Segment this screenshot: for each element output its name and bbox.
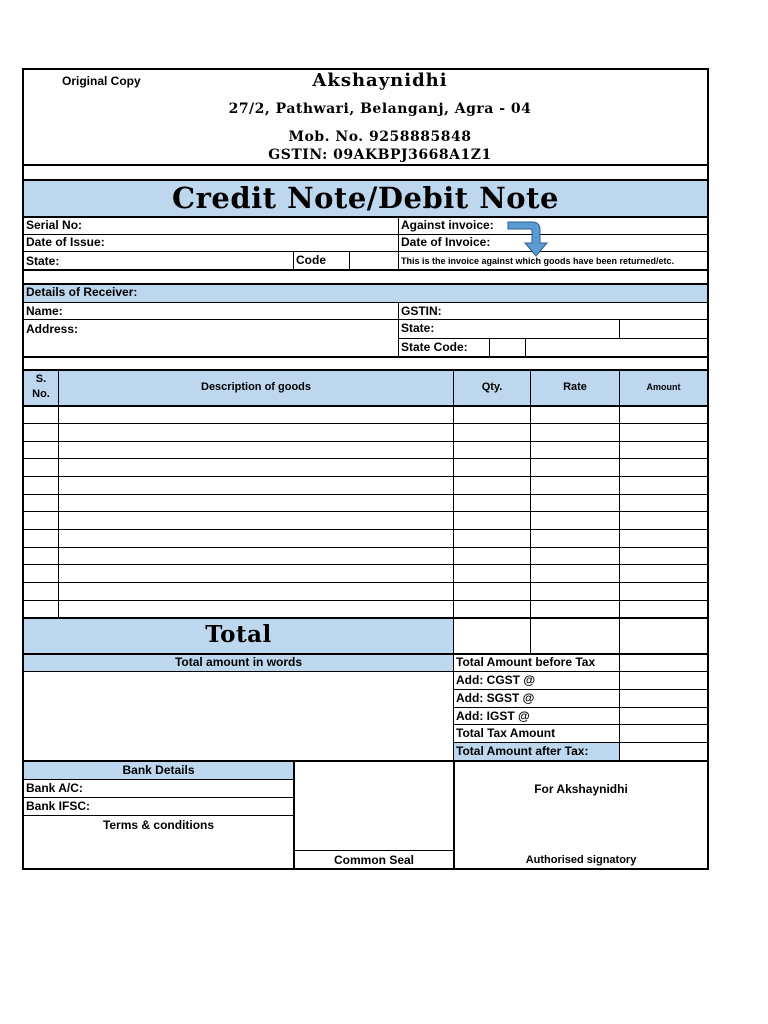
receiver-address-label: Address: — [26, 322, 79, 336]
bank-account-label: Bank A/C: — [26, 781, 83, 795]
amount-in-words-label: Total amount in words — [174, 655, 303, 669]
receiver-name-label: Name: — [26, 304, 63, 318]
sgst-label: Add: SGST @ — [456, 691, 535, 705]
divider — [24, 441, 707, 442]
after-tax-label: Total Amount after Tax: — [456, 744, 589, 758]
divider — [24, 269, 707, 271]
tax-amount-label: Total Tax Amount — [456, 726, 556, 740]
divider — [24, 423, 707, 424]
company-name: Akshaynidhi — [312, 70, 448, 91]
column-header-rate: Rate — [563, 381, 587, 393]
column-header-amount: Amount — [646, 382, 681, 392]
state-label: State: — [26, 254, 60, 268]
divider — [294, 850, 454, 851]
company-gstin: GSTIN: 09AKBPJ3668A1Z1 — [268, 147, 492, 163]
divider — [24, 164, 707, 166]
divider — [24, 779, 294, 780]
for-company-label: For Akshaynidhi — [534, 782, 628, 796]
terms-conditions-label: Terms & conditions — [102, 818, 215, 832]
divider — [24, 815, 294, 816]
divider — [24, 582, 707, 583]
date-of-issue-label: Date of Issue: — [26, 235, 105, 249]
common-seal-label: Common Seal — [333, 853, 414, 867]
divider — [24, 547, 707, 548]
divider — [24, 760, 707, 762]
column-header-description: Description of goods — [201, 381, 311, 393]
divider — [24, 251, 707, 252]
before-tax-label: Total Amount before Tax — [456, 655, 596, 669]
divider — [453, 707, 707, 708]
divider — [489, 338, 490, 357]
bank-ifsc-label: Bank IFSC: — [26, 799, 91, 813]
divider — [24, 564, 707, 565]
divider — [399, 338, 707, 339]
divider — [453, 742, 707, 743]
bank-details-title: Bank Details — [122, 763, 195, 777]
cgst-label: Add: CGST @ — [456, 673, 536, 687]
company-address: 27/2, Pathwari, Belanganj, Agra - 04 — [228, 101, 532, 117]
divider — [619, 319, 620, 338]
divider — [530, 370, 531, 654]
divider — [24, 458, 707, 459]
divider — [24, 234, 707, 235]
code-label: Code — [296, 253, 326, 267]
column-header-qty: Qty. — [481, 381, 503, 393]
page-title: Credit Note/Debit Note — [172, 181, 559, 215]
divider — [453, 761, 455, 869]
curved-arrow-icon — [506, 219, 556, 259]
company-mobile: Mob. No. 9258885848 — [288, 129, 472, 145]
divider — [24, 529, 707, 530]
invoice-hint-text: This is the invoice against which goods have been returned/etc. — [401, 256, 675, 266]
authorised-signatory-label: Authorised signatory — [525, 854, 637, 866]
divider — [453, 370, 454, 761]
divider — [24, 405, 707, 407]
divider — [453, 689, 707, 690]
receiver-state-label: State: — [401, 321, 435, 335]
divider — [24, 302, 707, 303]
divider — [453, 724, 707, 725]
divider — [24, 671, 707, 672]
divider — [24, 319, 707, 320]
divider — [619, 370, 620, 761]
divider — [349, 251, 350, 270]
igst-label: Add: IGST @ — [456, 709, 530, 723]
column-header-sno: S. No. — [32, 373, 50, 400]
receiver-state-code-label: State Code: — [401, 340, 468, 354]
divider — [58, 370, 59, 618]
serial-no-label: Serial No: — [26, 218, 83, 232]
receiver-gstin-label: GSTIN: — [401, 304, 442, 318]
divider — [24, 511, 707, 512]
divider — [24, 600, 707, 601]
divider — [398, 217, 399, 270]
receiver-section-title: Details of Receiver: — [26, 285, 138, 299]
divider — [24, 369, 707, 371]
divider — [525, 338, 526, 357]
divider — [24, 356, 707, 358]
divider — [24, 797, 294, 798]
divider — [24, 476, 707, 477]
divider — [24, 216, 707, 218]
date-of-invoice-label: Date of Invoice: — [401, 235, 491, 249]
divider — [24, 494, 707, 495]
divider — [293, 251, 294, 270]
copy-label: Original Copy — [62, 74, 141, 88]
total-label: Total — [205, 621, 272, 648]
divider — [398, 302, 399, 357]
against-invoice-label: Against invoice: — [401, 218, 494, 232]
